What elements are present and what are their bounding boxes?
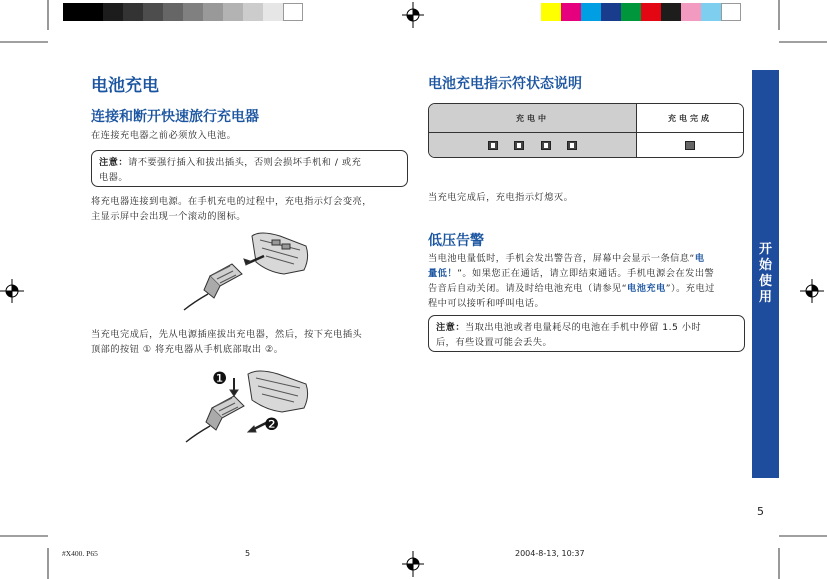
note-text-line1: 请不要强行插入和拔出插头，否则会损坏手机和 / 或充 xyxy=(128,157,362,168)
side-tab-char-1: 开 xyxy=(758,242,772,257)
note-text-line2: 电器。 xyxy=(99,172,129,183)
left-paragraph-2 xyxy=(91,327,411,357)
chapter-side-tab xyxy=(752,70,779,478)
lv-line1a: 当电池电量低时，手机会发出警告音，屏幕中会显示一条信息“ xyxy=(428,253,695,264)
battery-charging-icon-3 xyxy=(541,141,551,150)
callout-2: ❷ xyxy=(264,415,280,435)
battery-charging-icon-4 xyxy=(567,141,577,150)
header-charging: 充电中 xyxy=(429,104,637,133)
footer-file: #X400. P65 xyxy=(62,549,98,558)
lv-line3-end: ”）。充电过 xyxy=(665,283,715,294)
charge-complete-icon-cell xyxy=(637,133,743,157)
lv-line2b: ”。如果您正在通话，请立即结束通话。手机电源会在发出警 xyxy=(457,268,715,279)
side-tab-char-3: 使 xyxy=(758,274,772,289)
para1-line1: 将充电器连接到电源。在手机充电的过程中，充电指示灯会变亮， xyxy=(91,196,372,207)
battery-charging-icon-1 xyxy=(488,141,498,150)
lv-line1b: 电 xyxy=(694,253,705,264)
left-intro-text: 在连接充电器之前必须放入电池。 xyxy=(91,130,237,141)
left-section-subtitle: 连接和断开快速旅行充电器 xyxy=(91,109,259,125)
low-voltage-paragraph xyxy=(428,251,748,311)
left-page-title: 电池充电 xyxy=(91,76,159,96)
note-label: 注意： xyxy=(99,157,129,168)
registration-mark-left xyxy=(0,279,24,303)
right-section-title: 电池充电指示符状态说明 xyxy=(428,76,582,92)
lv-line4: 程中可以接听和呼叫电话。 xyxy=(428,298,545,309)
after-table-text: 当充电完成后，充电指示灯熄灭。 xyxy=(428,192,574,203)
lv-line2a: 量低！ xyxy=(428,268,458,279)
right-note-label: 注意： xyxy=(436,322,466,333)
left-paragraph-1 xyxy=(91,194,411,224)
lv-line3: 告音后自动关闭。请及时给电池充电（请参见“ xyxy=(428,283,628,294)
charger-connect-illustration xyxy=(180,228,310,316)
footer-timestamp: 2004-8-13, 10:37 xyxy=(515,549,585,558)
registration-mark-bottom xyxy=(402,551,424,577)
right-note-box xyxy=(428,315,745,352)
registration-mark-top xyxy=(402,2,424,28)
footer-page: 5 xyxy=(245,549,251,558)
charger-disconnect-illustration xyxy=(182,368,312,446)
indicator-table xyxy=(428,103,744,158)
battery-charging-icon-2 xyxy=(514,141,524,150)
page-number: 5 xyxy=(757,505,764,518)
battery-charging-link[interactable]: 电池充电 xyxy=(627,283,666,294)
left-note-box xyxy=(91,150,408,187)
para2-line1: 当充电完成后，先从电源插座拔出充电器，然后，按下充电插头 xyxy=(91,329,363,340)
para2-line2: 顶部的按钮 ① 将充电器从手机底部取出 ②。 xyxy=(91,344,284,355)
para1-line2: 主显示屏中会出现一个滚动的图标。 xyxy=(91,211,246,222)
callout-1: ❶ xyxy=(212,369,228,389)
battery-full-icon xyxy=(685,141,695,150)
right-note-line1: 当取出电池或者电量耗尽的电池在手机中停留 1.5 小时 xyxy=(465,322,702,333)
registration-mark-right xyxy=(800,279,824,303)
side-tab-char-4: 用 xyxy=(758,290,772,305)
right-note-line2: 后，有些设置可能会丢失。 xyxy=(436,337,553,348)
side-tab-char-2: 始 xyxy=(758,258,772,273)
charging-icons-cell xyxy=(429,133,637,157)
header-charge-complete: 充电完成 xyxy=(637,104,743,133)
low-voltage-subtitle: 低压告警 xyxy=(428,233,484,249)
